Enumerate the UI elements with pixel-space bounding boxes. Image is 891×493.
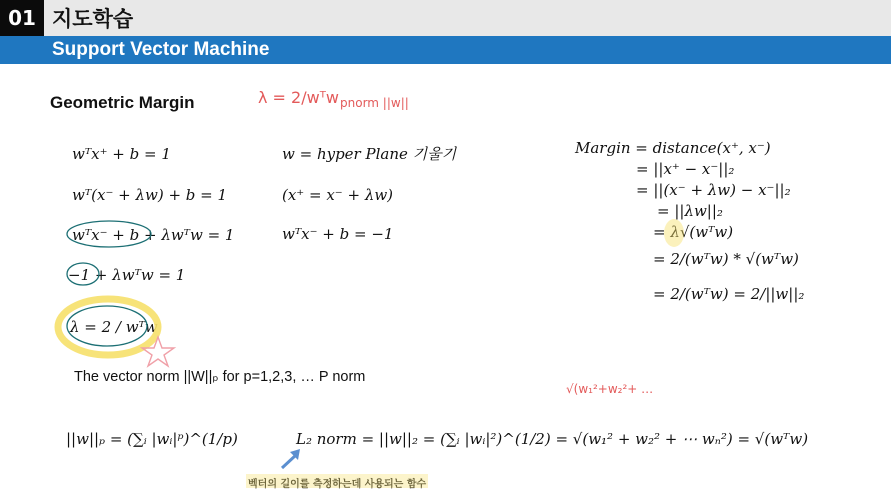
handwritten-sqrt-note: √(w₁²+w₂²+ … — [566, 382, 654, 396]
equation-right-2: = ||x⁺ − x⁻||₂ — [636, 160, 735, 178]
section-title: 지도학습 — [52, 7, 134, 31]
subtitle: Support Vector Machine — [52, 39, 270, 60]
equation-right-3: = ||(x⁻ + λw) − x⁻||₂ — [636, 181, 791, 199]
equation-right-6: = 2/(wᵀw) * √(wᵀw) — [653, 250, 799, 268]
handwritten-pnorm-note: pnorm ||w|| — [340, 96, 409, 110]
l2-norm-equation: L₂ norm = ||w||₂ = (∑ᵢ |wᵢ|²)^(1/2) = √(w₁² + w₂² + ⋯ wₙ²) = √(wᵀw) — [296, 430, 809, 448]
vector-norm-description: The vector norm ||W||ₚ for p=1,2,3, … P norm — [74, 369, 366, 385]
equation-middle-3: wᵀx⁻ + b = −1 — [282, 225, 394, 243]
star-icon — [142, 337, 174, 366]
arrow-icon — [282, 455, 296, 468]
equation-right-1: Margin = distance(x⁺, x⁻) — [575, 139, 771, 157]
equation-left-2: wᵀ(x⁻ + λw) + b = 1 — [72, 186, 228, 204]
equation-right-4: = ||λw||₂ — [657, 202, 723, 220]
equation-right-7: = 2/(wᵀw) = 2/||w||₂ — [653, 285, 805, 303]
l2-norm-caption: 벡터의 길이를 측정하는데 사용되는 함수 — [248, 479, 427, 490]
equation-middle-2: (x⁺ = x⁻ + λw) — [282, 186, 394, 204]
geometric-margin-heading: Geometric Margin — [50, 93, 195, 112]
equation-right-5: = λ√(wᵀw) — [653, 223, 734, 241]
equation-left-1: wᵀx⁺ + b = 1 — [72, 145, 171, 163]
section-number-badge: 01 — [0, 0, 44, 36]
equation-left-5: λ = 2 / wᵀw — [70, 318, 158, 336]
equation-left-3: wᵀx⁻ + b + λwᵀw = 1 — [72, 226, 235, 244]
equation-left-4: −1 + λwᵀw = 1 — [68, 266, 186, 284]
p-norm-equation: ||w||ₚ = (∑ᵢ |wᵢ|ᵖ)^(1/p) — [66, 430, 238, 448]
handwritten-lambda-note: λ = 2/wᵀw — [258, 88, 339, 107]
top-header-bar — [0, 0, 891, 36]
equation-middle-1: w = hyper Plane 기울기 — [282, 145, 457, 163]
